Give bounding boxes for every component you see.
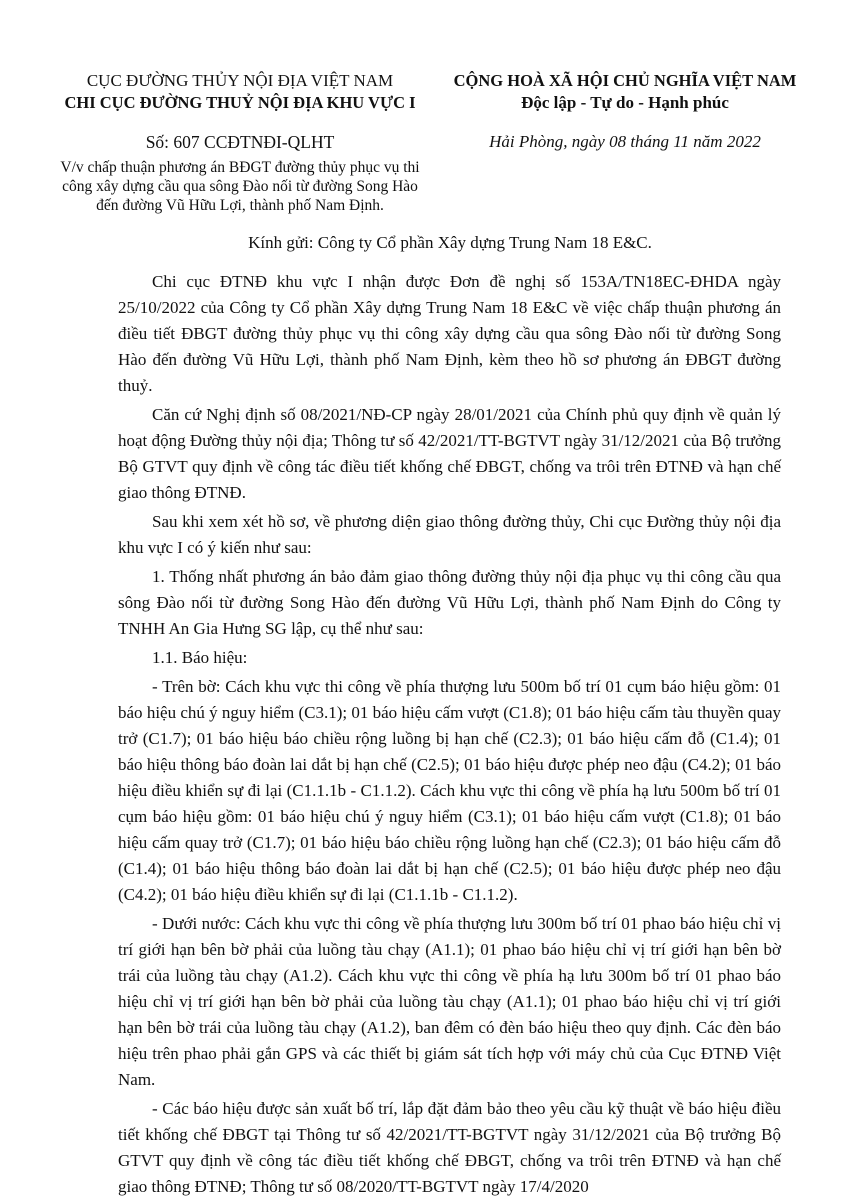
- body-paragraph: Căn cứ Nghị định số 08/2021/NĐ-CP ngày 28/01/2021 của Chính phủ quy định về quản lý hoạt động Đường thủy nội địa; Thông tư số 42/2021/TT-BGTVT ngày 31/12/2021 của Bộ trưởng Bộ GTVT quy định về công tác điều tiết khống chế ĐBGT, chống va trôi trên ĐTNĐ và hạn chế giao thông ĐTNĐ.: [118, 405, 781, 502]
- document-subject: V/v chấp thuận phương án BĐGT đường thủy phục vụ thi công xây dựng cầu qua sông Đào nối từ đường Song Hào đến đường Vũ Hữu Lợi, thành phố Nam Định.: [60, 159, 420, 214]
- branch-name: CHI CỤC ĐƯỜNG THUỶ NỘI ĐỊA KHU VỰC I: [64, 93, 416, 112]
- body-paragraph: 1.1. Báo hiệu:: [152, 648, 248, 667]
- body-paragraph: - Dưới nước: Cách khu vực thi công về phía thượng lưu 300m bố trí 01 phao báo hiệu chỉ vị trí giới hạn bên bờ phải của luồng tàu chạy (A1.1); 01 phao báo hiệu chỉ vị trí giới hạn bên bờ trái của luồng tàu chạy (A1.2). Cách khu vực thi công về phía hạ lưu 300m bố trí 01 phao báo hiệu chỉ vị trí giới hạn bên bờ phải của luồng tàu chạy (A1.1); 01 phao báo hiệu chỉ vị trí giới hạn bên bờ trái của luồng tàu chạy (A1.2), ban đêm có đèn báo hiệu theo quy định. Các đèn báo hiệu trên phao phải gắn GPS và các thiết bị giám sát tích hợp với máy chủ của Cục ĐTNĐ Việt Nam.: [118, 914, 781, 1089]
- body-paragraph: - Các báo hiệu được sản xuất bố trí, lắp đặt đảm bảo theo yêu cầu kỹ thuật về báo hiệu điều tiết khống chế ĐBGT tại Thông tư số 42/2021/TT-BGTVT ngày 31/12/2021 của Bộ trưởng Bộ GTVT quy định về công tác điều tiết khống chế ĐBGT, chống va trôi trên ĐTNĐ và hạn chế giao thông ĐTNĐ; Thông tư số 08/2020/TT-BGTVT ngày 17/4/2020: [118, 1099, 781, 1196]
- body-paragraph: Sau khi xem xét hồ sơ, về phương diện giao thông đường thủy, Chi cục Đường thủy nội địa khu vực I có ý kiến như sau:: [118, 512, 781, 557]
- national-motto: Độc lập - Tự do - Hạnh phúc: [521, 93, 729, 112]
- place-date: Hải Phòng, ngày 08 tháng 11 năm 2022: [489, 132, 761, 151]
- body-paragraph: 1. Thống nhất phương án bảo đảm giao thông đường thủy nội địa phục vụ thi công cầu qua sông Đào nối từ đường Song Hào đến đường Vũ Hữu Lợi, thành phố Nam Định do Công ty TNHH An Gia Hưng SG lập, cụ thể như sau:: [118, 567, 781, 638]
- body-paragraph: - Trên bờ: Cách khu vực thi công về phía thượng lưu 500m bố trí 01 cụm báo hiệu gồm: 01 báo hiệu chú ý nguy hiểm (C3.1); 01 báo hiệu cấm vượt (C1.8); 01 báo hiệu cấm tàu thuyền quay trở (C1.7); 01 báo hiệu báo chiều rộng luồng bị hạn chế (C2.3); 01 báo hiệu cấm đỗ (C1.4); 01 báo hiệu thông báo đoàn lai dắt bị hạn chế (C2.5); 01 báo hiệu được phép neo đậu (C4.2); 01 báo hiệu điều khiển sự đi lại (C1.1.1b - C1.1.2). Cách khu vực thi công về phía hạ lưu 500m bố trí 01 cụm báo hiệu gồm: 01 báo hiệu chú ý nguy hiểm (C3.1); 01 báo hiệu cấm vượt (C1.8); 01 báo hiệu cấm quay trở (C1.7); 01 báo hiệu báo chiều rộng luồng hạn chế (C2.3); 01 báo hiệu cấm đỗ (C1.4); 01 báo hiệu thông báo đoàn lai dắt bị hạn chế (C2.5); 01 báo hiệu được phép neo đậu (C4.2); 01 báo hiệu điều khiển sự đi lại (C1.1.1b - C1.1.2).: [118, 677, 781, 904]
- document-body: [118, 269, 781, 1203]
- agency-name: CỤC ĐƯỜNG THỦY NỘI ĐỊA VIỆT NAM: [86, 71, 394, 90]
- body-paragraph: Chi cục ĐTNĐ khu vực I nhận được Đơn đề nghị số 153A/TN18EC-ĐHDA ngày 25/10/2022 của Công ty Cổ phần Xây dựng Trung Nam 18 E&C về việc chấp thuận phương án điều tiết ĐBGT đường thủy phục vụ thi công xây dựng cầu qua sông Đào nối từ đường Song Hào đến đường Vũ Hữu Lợi, thành phố Nam Định, kèm theo hồ sơ phương án ĐBGT đường thuỷ.: [118, 272, 781, 395]
- document-number: Số: 607 CCĐTNĐI-QLHT: [145, 132, 335, 152]
- issuer-header: [60, 70, 420, 215]
- recipient-line: Kính gửi: Công ty Cổ phần Xây dựng Trung Nam 18 E&C.: [248, 233, 652, 252]
- national-title: CỘNG HOÀ XÃ HỘI CHỦ NGHĨA VIỆT NAM: [453, 71, 797, 90]
- national-header: [430, 70, 820, 153]
